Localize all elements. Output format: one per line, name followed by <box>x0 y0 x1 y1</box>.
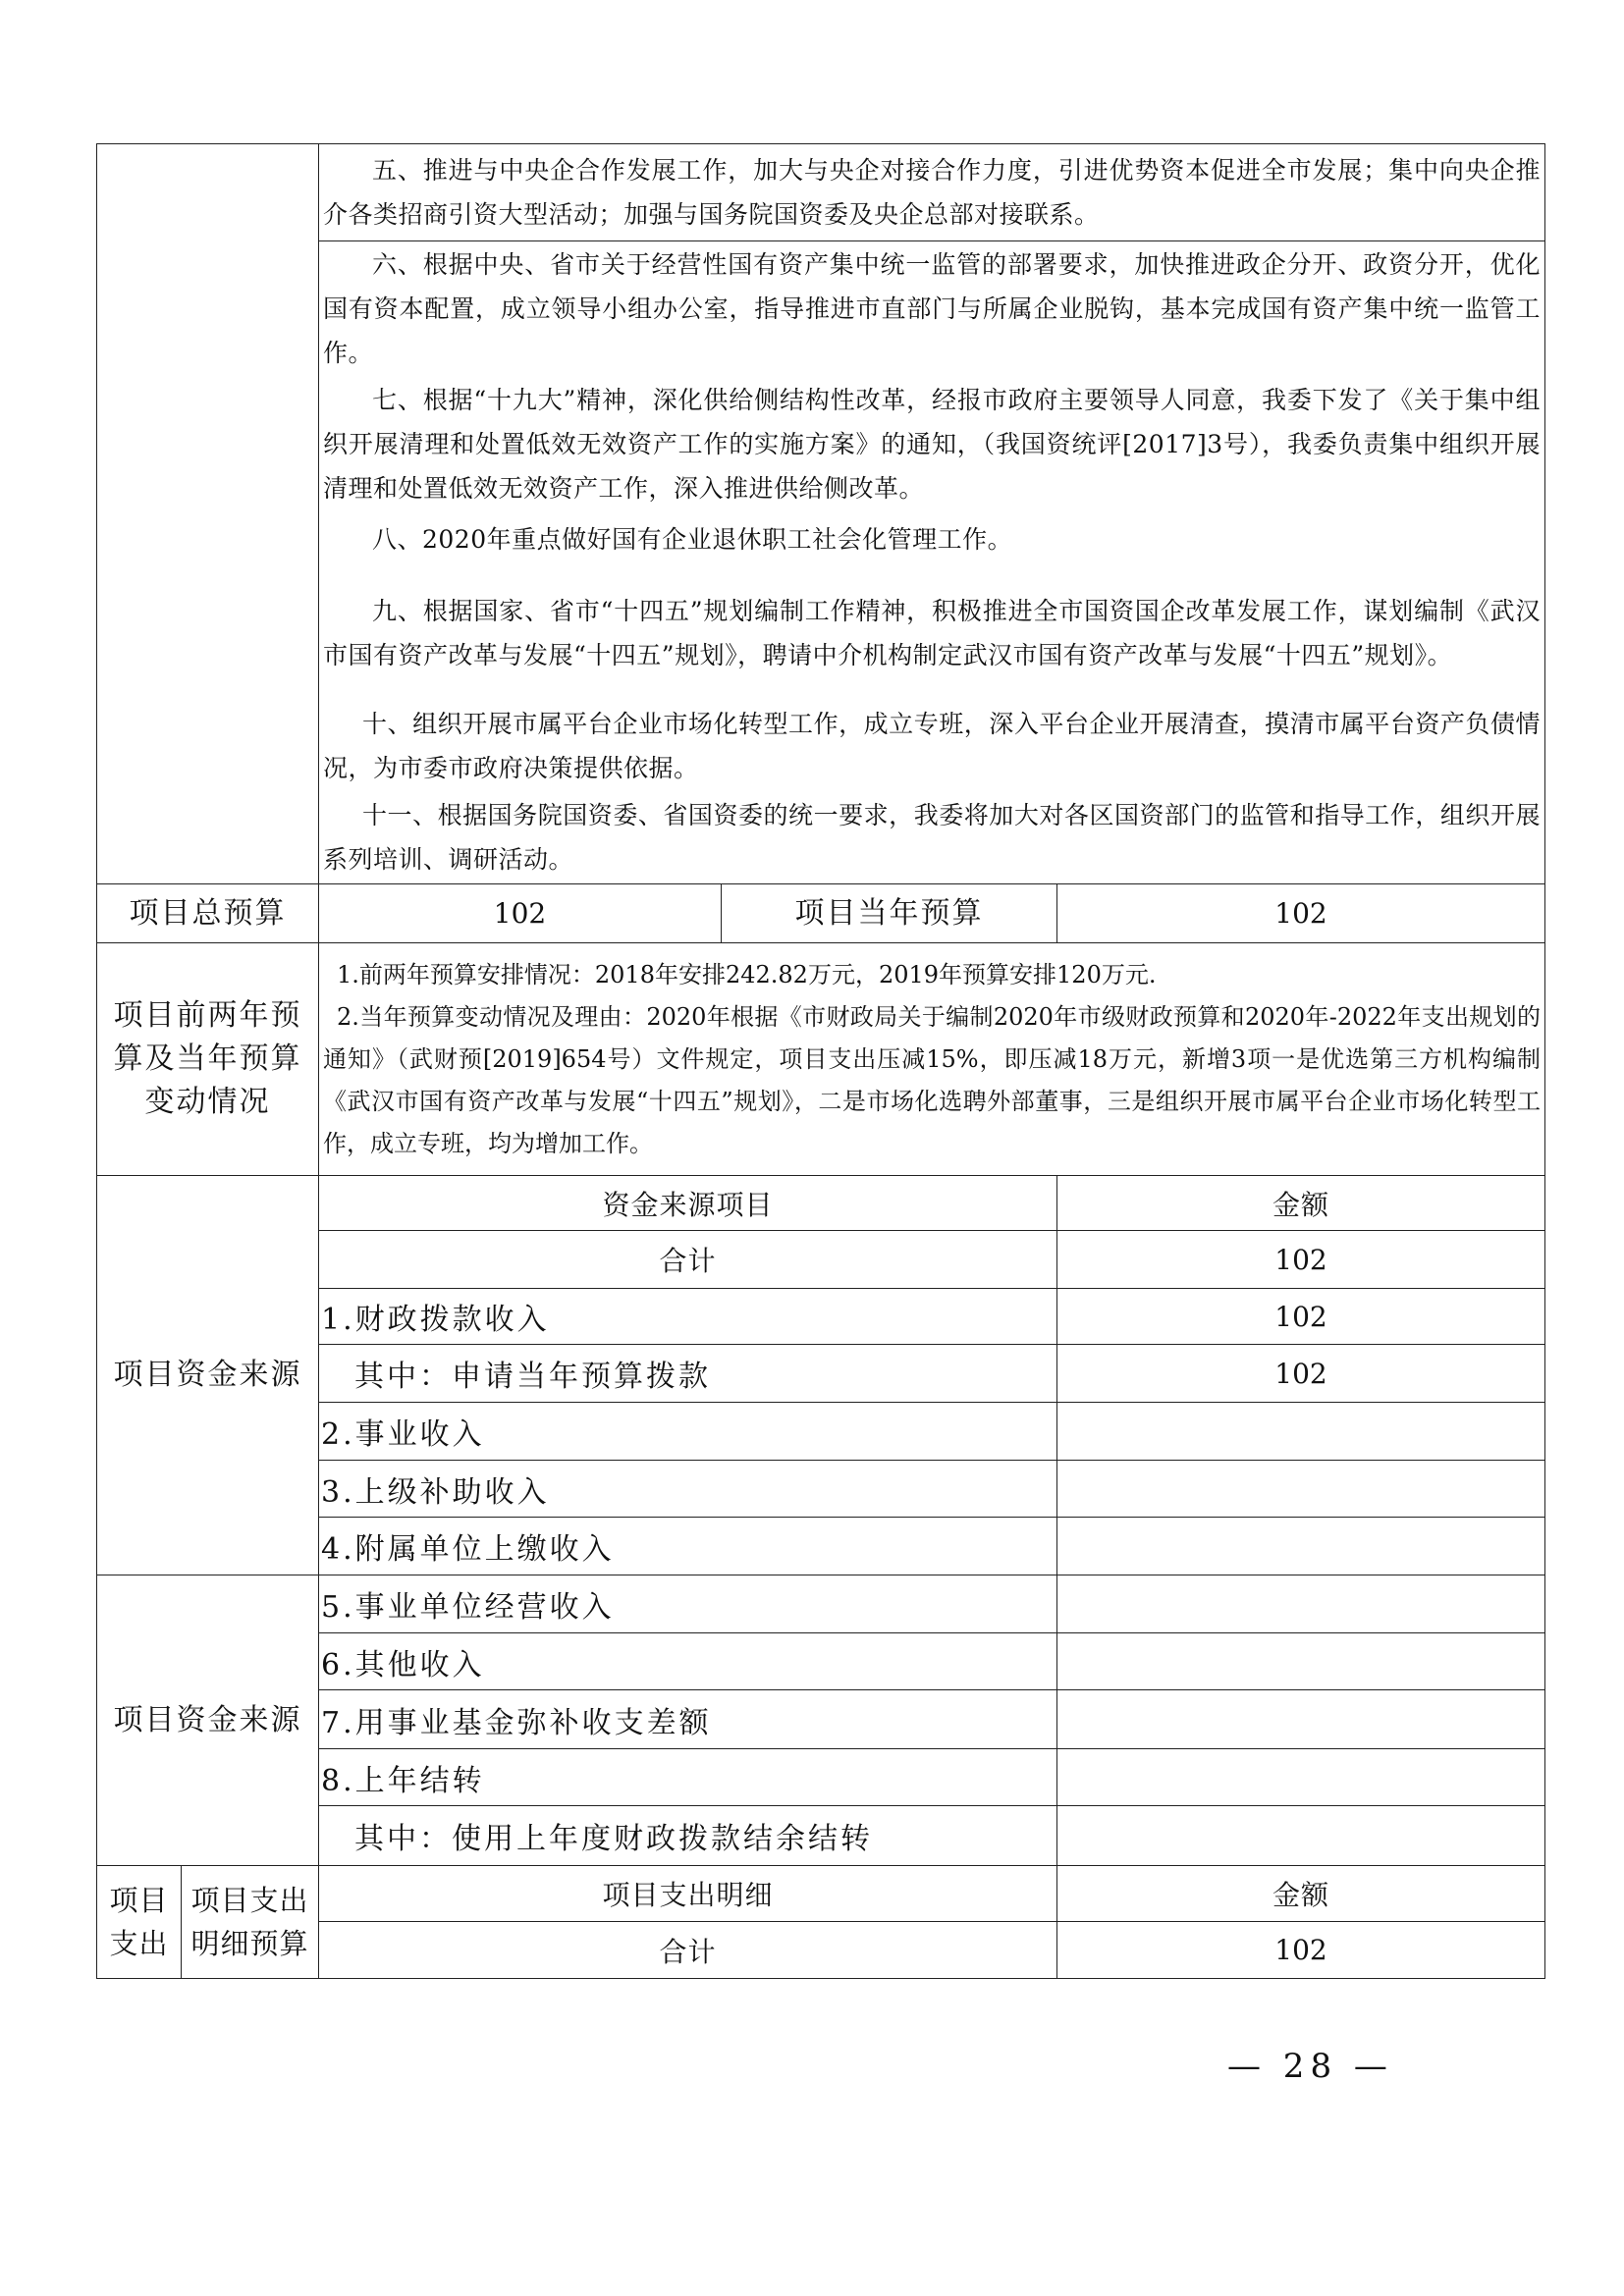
work-item-text: 十、组织开展市属平台企业市场化转型工作，成立专班，深入平台企业开展清查，摸清市属平台资产负债情况，为市委市政府决策提供依据。 <box>323 709 1541 782</box>
budget-change-line-2: 2.当年预算变动情况及理由：2020年根据《市财政局关于编制2020年市级财政预算和2020年-2022年支出规划的通知》（武财预[2019]654号）文件规定，项目支出压减15%，即压减18万元，新增3项一是优选第三方机构编制《武汉市国有资产改革与发展“十四五”规划》，二是市场化选聘外部董事，三是组织开展市属平台企业市场化转型工作，成立专班，均为增加工作。 <box>323 1002 1541 1157</box>
funding-row-amount <box>1057 1633 1545 1690</box>
work-item-text: 五、推进与中央企合作发展工作，加大与央企对接合作力度，引进优势资本促进全市发展；集中向央企推介各类招商引资大型活动；加强与国务院国资委及央企总部对接联系。 <box>323 156 1541 229</box>
expense-label-a: 项目支出 <box>97 1866 182 1979</box>
work-item-6 <box>319 241 1545 376</box>
funding-row-amount: 102 <box>1057 1345 1545 1403</box>
funding-header-item: 资金来源项目 <box>319 1176 1057 1231</box>
funding-row-name: 3.上级补助收入 <box>319 1461 1057 1518</box>
budget-table <box>96 143 1545 1979</box>
funding-row-name: 7.用事业基金弥补收支差额 <box>319 1690 1057 1749</box>
funding-row-name: 其中：申请当年预算拨款 <box>319 1345 1057 1403</box>
funding-row-name: 其中：使用上年度财政拨款结余结转 <box>319 1806 1057 1866</box>
funding-row-name: 6.其他收入 <box>319 1633 1057 1690</box>
work-item-11 <box>319 791 1545 884</box>
funding-row-name: 2.事业收入 <box>319 1403 1057 1461</box>
current-budget-label: 项目当年预算 <box>722 884 1057 943</box>
work-item-text: 六、根据中央、省市关于经营性国有资产集中统一监管的部署要求，加快推进政企分开、政资分开，优化国有资本配置，成立领导小组办公室，指导推进市直部门与所属企业脱钩，基本完成国有资产集中统一监管工作。 <box>323 249 1541 367</box>
funding-row-name: 4.附属单位上缴收入 <box>319 1518 1057 1575</box>
budget-change-label <box>97 943 319 1176</box>
work-item-text: 九、根据国家、省市“十四五”规划编制工作精神，积极推进全市国资国企改革发展工作，谋划编制《武汉市国有资产改革与发展“十四五”规划》，聘请中介机构制定武汉市国有资产改革与发展“十四五”规划》。 <box>323 597 1541 669</box>
funding-header-amount: 金额 <box>1057 1176 1545 1231</box>
budget-change-line-1: 1.前两年预算安排情况：2018年安排242.82万元，2019年预算安排120万元. <box>337 960 1157 988</box>
work-item-5 <box>319 144 1545 241</box>
funding-source-label-2: 项目资金来源 <box>97 1575 319 1866</box>
funding-row-amount: 102 <box>1057 1231 1545 1289</box>
work-item-text: 八、2020年重点做好国有企业退休职工社会化管理工作。 <box>372 525 1013 554</box>
work-item-9 <box>319 566 1545 701</box>
work-label-cell <box>97 144 319 884</box>
funding-row-amount: 102 <box>1057 1289 1545 1345</box>
expense-header-item: 项目支出明细 <box>319 1866 1057 1922</box>
funding-row-name: 8.上年结转 <box>319 1749 1057 1806</box>
current-budget-value: 102 <box>1057 884 1545 943</box>
expense-label-b: 项目支出明细预算 <box>182 1866 319 1979</box>
work-item-7 <box>319 376 1545 513</box>
work-item-10 <box>319 701 1545 791</box>
funding-row-amount <box>1057 1690 1545 1749</box>
work-item-text: 七、根据“十九大”精神，深化供给侧结构性改革，经报市政府主要领导人同意，我委下发了《关于集中组织开展清理和处置低效无效资产工作的实施方案》的通知，（我国资统评[2017]3号），我委负责集中组织开展清理和处置低效无效资产工作，深入推进供给侧改革。 <box>323 386 1541 503</box>
funding-source-label: 项目资金来源 <box>97 1176 319 1575</box>
expense-header-amount: 金额 <box>1057 1866 1545 1922</box>
total-budget-label: 项目总预算 <box>97 884 319 943</box>
budget-change-label-text: 项目前两年预算及当年预算变动情况 <box>113 998 302 1119</box>
funding-row-amount <box>1057 1749 1545 1806</box>
work-item-text: 十一、根据国务院国资委、省国资委的统一要求，我委将加大对各区国资部门的监管和指导工作，组织开展系列培训、调研活动。 <box>323 800 1541 874</box>
page-number: — 28 — <box>1227 2047 1393 2086</box>
work-item-8 <box>319 513 1545 566</box>
funding-row-amount <box>1057 1518 1545 1575</box>
funding-row-amount <box>1057 1575 1545 1633</box>
total-budget-value: 102 <box>319 884 722 943</box>
funding-row-amount <box>1057 1806 1545 1866</box>
funding-row-amount <box>1057 1461 1545 1518</box>
expense-total-name: 合计 <box>319 1922 1057 1979</box>
funding-row-name: 合计 <box>319 1231 1057 1289</box>
expense-total-amount: 102 <box>1057 1922 1545 1979</box>
funding-row-name: 5.事业单位经营收入 <box>319 1575 1057 1633</box>
budget-change-content <box>319 943 1545 1176</box>
funding-row-name: 1.财政拨款收入 <box>319 1289 1057 1345</box>
funding-row-amount <box>1057 1403 1545 1461</box>
